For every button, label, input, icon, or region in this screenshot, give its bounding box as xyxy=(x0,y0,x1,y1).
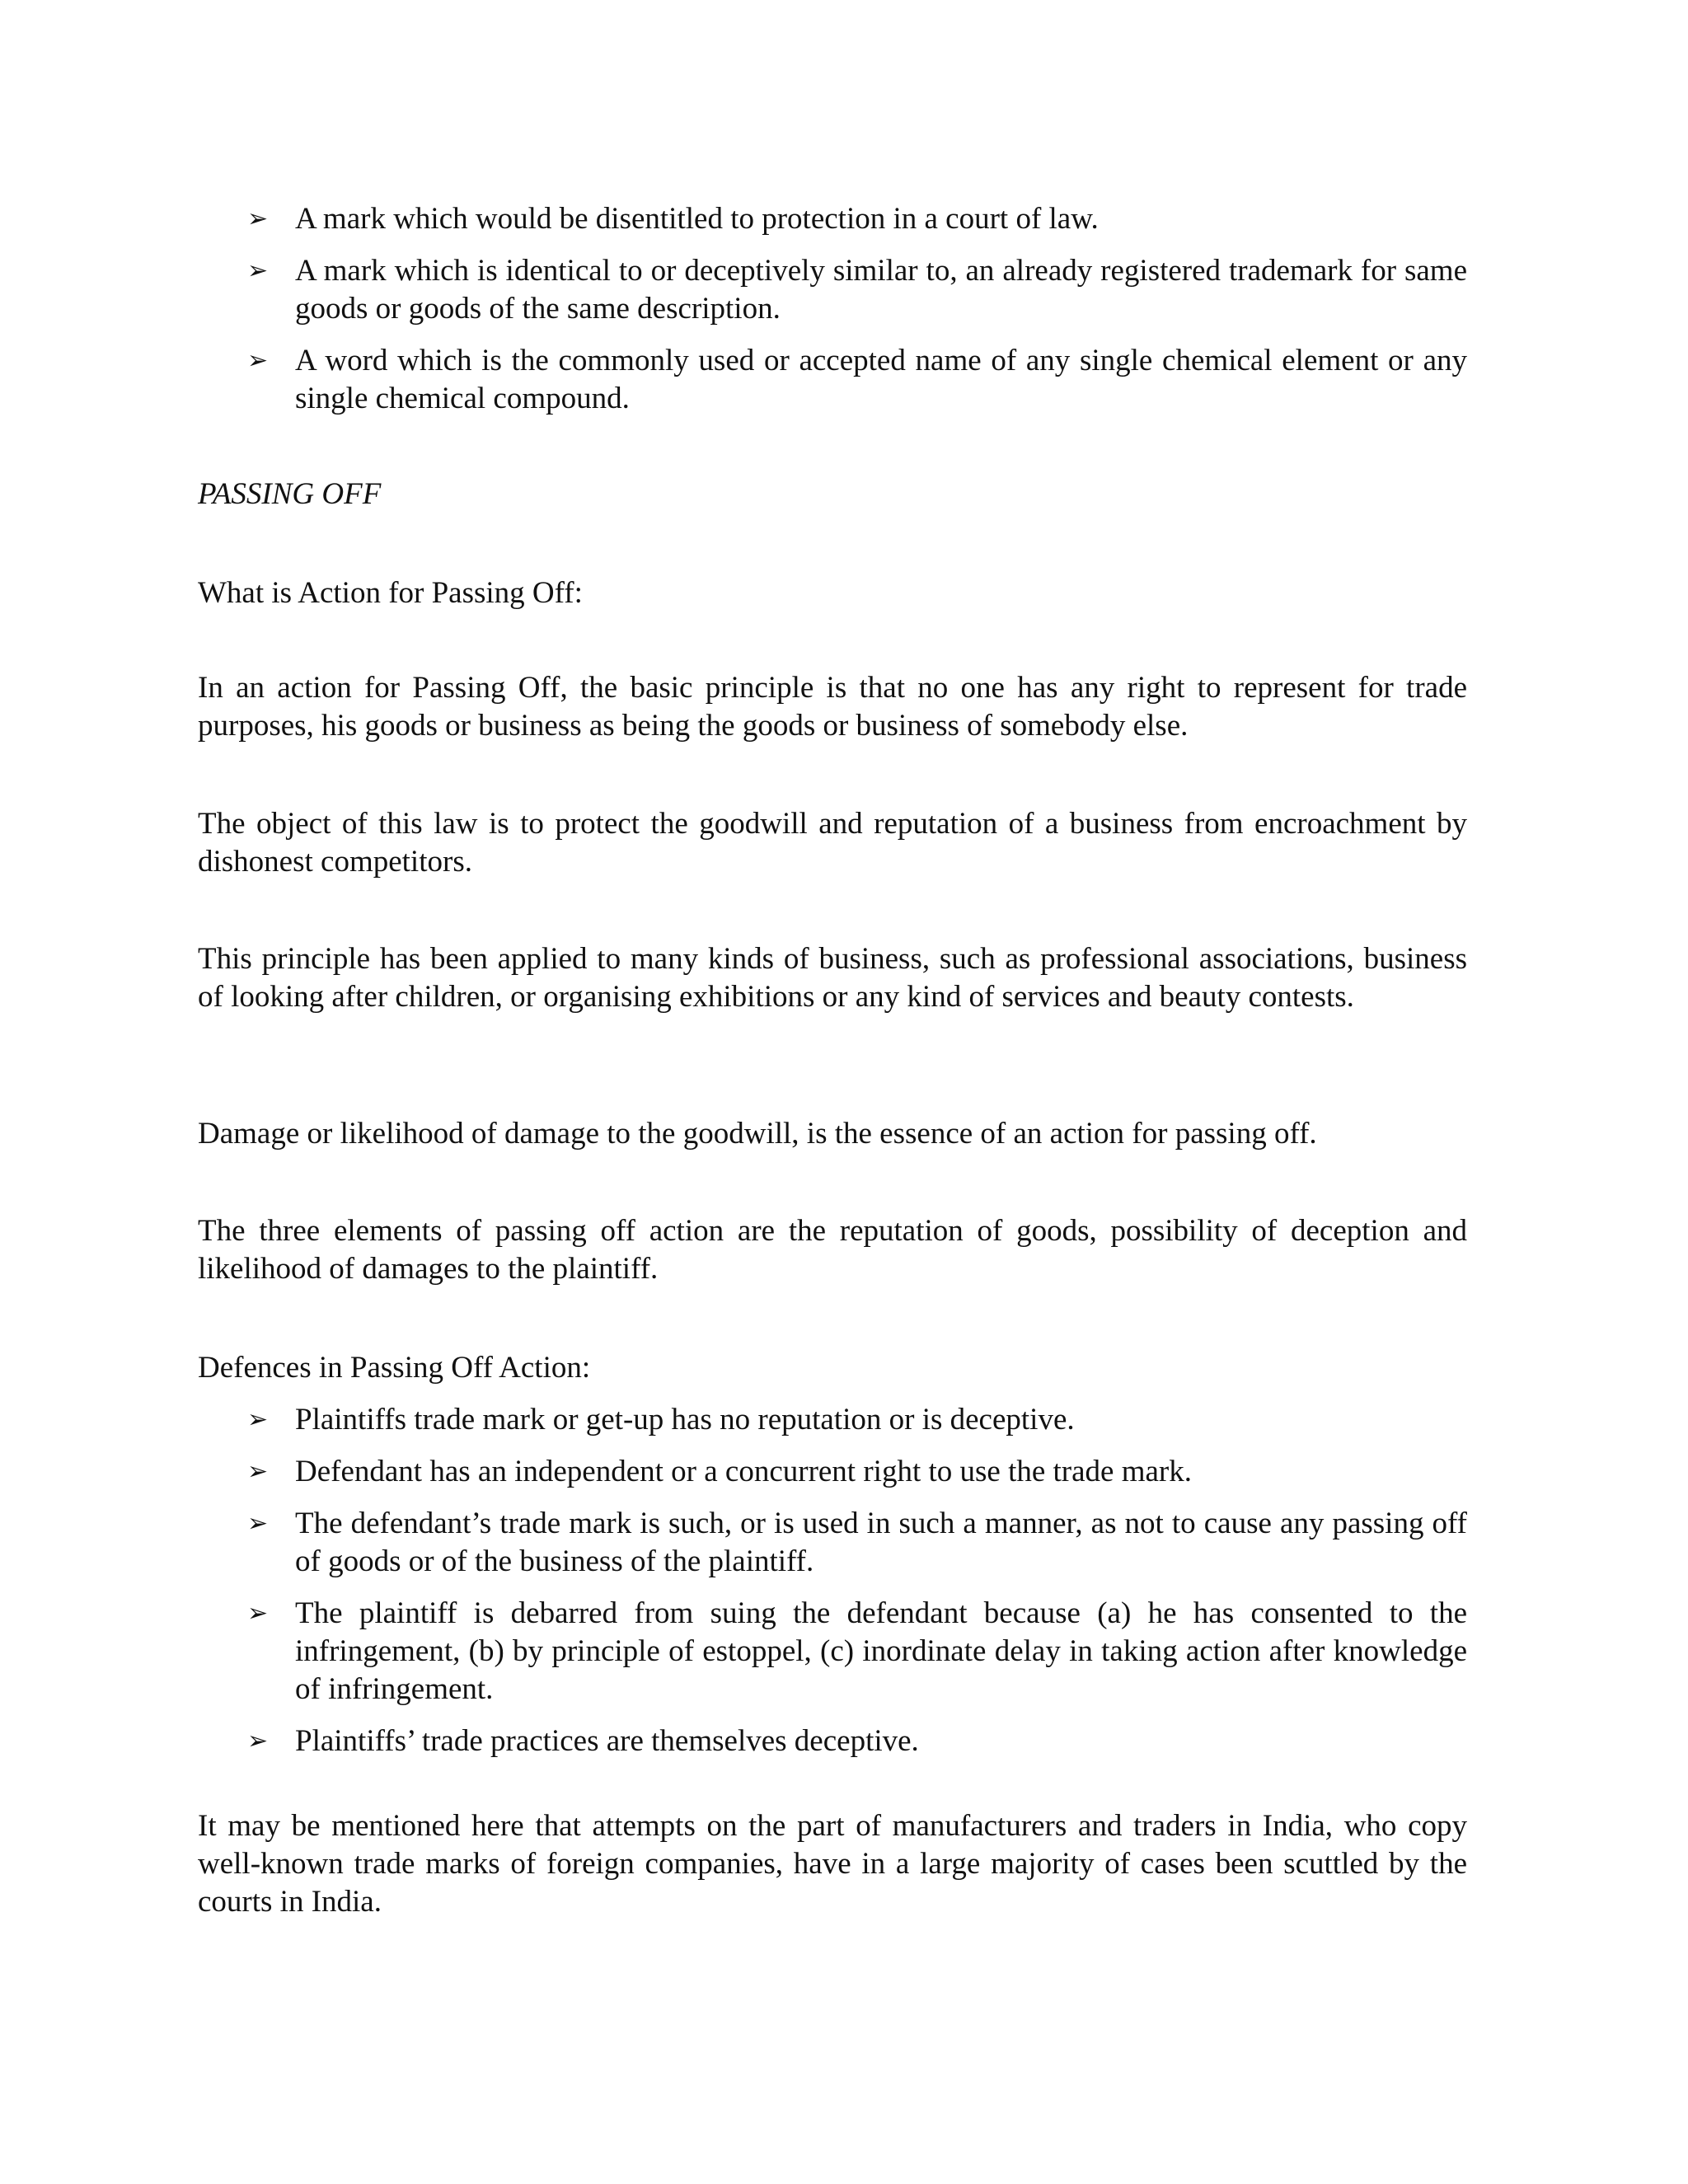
paragraph: The three elements of passing off action are the reputation of goods, possibility of deception and likelihood of damages to the plaintiff. xyxy=(198,1214,1467,1286)
list-item xyxy=(247,1401,1467,1439)
arrow-bullet-icon: ➢ xyxy=(247,346,269,375)
defences-list xyxy=(247,1401,1467,1760)
arrow-bullet-icon: ➢ xyxy=(247,204,269,233)
list-item-text: The plaintiff is debarred from suing the defendant because (a) he has consented to the infringement, (b) by principle of estoppel, (c) inordinate delay in taking action after knowledge of infringement. xyxy=(295,1596,1467,1706)
list-item-text: Defendant has an independent or a concurrent right to use the trade mark. xyxy=(295,1455,1192,1488)
list-item-text: Plaintiffs trade mark or get-up has no reputation or is deceptive. xyxy=(295,1403,1075,1436)
list-item xyxy=(247,200,1467,238)
list-item-text: A mark which is identical to or deceptively similar to, an already registered trademark for same goods or goods of the same description. xyxy=(295,254,1467,326)
paragraph: The object of this law is to protect the goodwill and reputation of a business from encroachment by dishonest competitors. xyxy=(198,807,1467,879)
paragraph: In an action for Passing Off, the basic principle is that no one has any right to represent for trade purposes, his goods or business as being the goods or business of somebody else. xyxy=(198,671,1467,743)
arrow-bullet-icon: ➢ xyxy=(247,256,269,285)
defences-heading: Defences in Passing Off Action: xyxy=(198,1351,591,1385)
arrow-bullet-icon: ➢ xyxy=(247,1599,269,1628)
arrow-bullet-icon: ➢ xyxy=(247,1509,269,1538)
section-heading: PASSING OFF xyxy=(198,477,382,511)
list-item xyxy=(247,1722,1467,1760)
list-item-text: The defendant’s trade mark is such, or is used in such a manner, as not to cause any passing off of goods or of the business of the plaintiff. xyxy=(295,1507,1467,1578)
paragraph: This principle has been applied to many kinds of business, such as professional associations, business of looking after children, or organising exhibitions or any kind of services and beauty contests. xyxy=(198,942,1467,1014)
paragraph: Damage or likelihood of damage to the goodwill, is the essence of an action for passing off. xyxy=(198,1117,1317,1151)
list-item xyxy=(247,1453,1467,1491)
list-item xyxy=(247,1595,1467,1708)
arrow-bullet-icon: ➢ xyxy=(247,1405,269,1434)
document-page xyxy=(198,0,1467,2184)
closing-paragraph: It may be mentioned here that attempts on the part of manufacturers and traders in India, who copy well-known trade marks of foreign companies, have in a large majority of cases been scuttled by the courts in India. xyxy=(198,1809,1467,1919)
list-item xyxy=(247,342,1467,418)
subheading: What is Action for Passing Off: xyxy=(198,576,583,610)
list-item-text: Plaintiffs’ trade practices are themselves deceptive. xyxy=(295,1724,919,1758)
arrow-bullet-icon: ➢ xyxy=(247,1727,269,1755)
list-item xyxy=(247,1505,1467,1581)
list-item-text: A word which is the commonly used or accepted name of any single chemical element or any single chemical compound. xyxy=(295,344,1467,415)
list-item xyxy=(247,252,1467,328)
trademark-exclusions-list xyxy=(247,200,1467,418)
arrow-bullet-icon: ➢ xyxy=(247,1457,269,1486)
list-item-text: A mark which would be disentitled to protection in a court of law. xyxy=(295,202,1099,236)
